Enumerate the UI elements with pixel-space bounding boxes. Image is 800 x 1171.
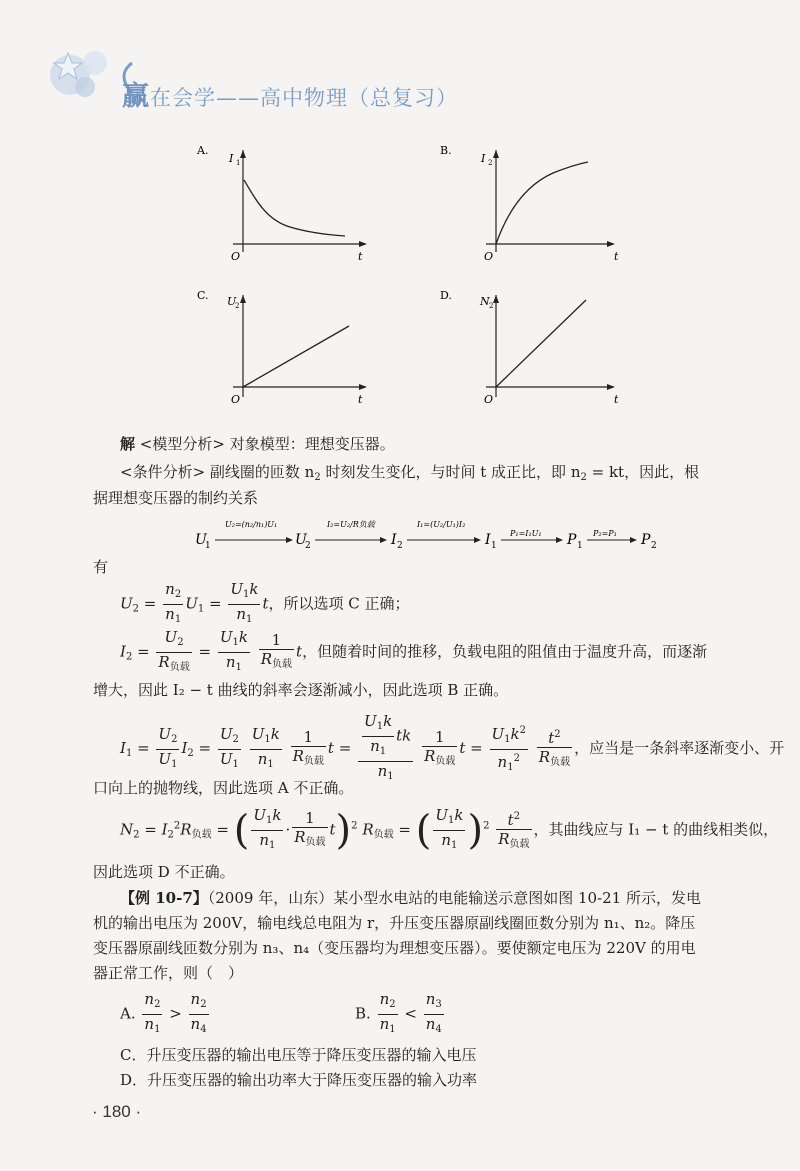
equation-n2: $N_2 = I_2^2R_{负载}$ = ( $\frac{U_1k}{n_1}$ · $\frac{1}{R_{负载}}$ t)$^2$ $R_{负载}$ = ( $\frac{U_1k}{n_1}$ )$^2$ $\frac{t^2}{R_{负载}}$ ，其曲线应与 I₁ − t 的曲线相类似， bbox=[120, 806, 779, 854]
cond-sub-b: 2 bbox=[580, 472, 587, 483]
graph-c-ysub: 2 bbox=[235, 302, 240, 310]
eq2-tail: ，但随着时间的推移，负载电阻的阻值由于温度升高，而逐渐 bbox=[302, 642, 708, 661]
svg-text:1: 1 bbox=[205, 541, 211, 551]
graph-a-ylabel: I bbox=[229, 152, 234, 165]
eq3-tail: ，应当是一条斜率逐渐变小、开 bbox=[574, 739, 785, 757]
graph-a-origin: O bbox=[231, 250, 241, 263]
graph-c-line bbox=[243, 326, 349, 387]
graph-b-curve bbox=[496, 162, 588, 244]
load-sub-8: 负载 bbox=[373, 829, 394, 841]
solution-model-text: <模型分析> 对象模型：理想变压器。 bbox=[139, 435, 395, 453]
example-text-1: （2009 年，山东）某小型水电站的电能输送示意图如图 10-21 所示，发电 bbox=[207, 889, 701, 907]
example-tag: 【例 10-7】 bbox=[120, 889, 208, 907]
chain-u2: U bbox=[295, 532, 307, 548]
graph-c-label: C. bbox=[197, 289, 209, 302]
svg-text:2: 2 bbox=[397, 541, 403, 551]
equation-i1: $I_1$ = $\frac{U_2}{U_1}$ $I_2$ = $\frac{U_2}{U_1}$ $\frac{U_1k}{n_1}$ $\frac{1}{R_{负载}}$ t = $\frac{U_1k}{n_1}$ tk $n_1$ $\frac{1}{R_{负载}}$ t = $\frac{U_1k^2}{n_1^2}$ $\frac{t^2}{R_{负载}}$ ，应当是一条斜率逐渐变小、开 bbox=[120, 712, 785, 782]
svg-text:1: 1 bbox=[491, 541, 497, 551]
graph-b-label: B. bbox=[440, 144, 452, 157]
graph-a-curve bbox=[244, 180, 345, 236]
graph-c-ylabel: U bbox=[227, 295, 237, 308]
graph-d bbox=[438, 285, 618, 415]
solution-line-6: 因此选项 D 不正确。 bbox=[93, 863, 235, 881]
cond-sub-a: 2 bbox=[314, 472, 321, 483]
equation-i2: $I_2$ = $\frac{U_2}{R_{负载}}$ = $\frac{U_1k}{n_1}$ $\frac{1}{R_{负载}}$ t，但随着时间的推移，负载电阻的阻值由于温度升高，而逐渐 bbox=[120, 628, 708, 673]
chain-arrow3-label: I₁=(U₂/U₁)I₂ bbox=[417, 520, 466, 529]
load-sub-2: 负载 bbox=[272, 659, 293, 670]
load-sub-1: 负载 bbox=[169, 662, 190, 673]
graph-d-line bbox=[496, 300, 586, 387]
load-sub-9: 负载 bbox=[509, 838, 530, 850]
graph-a-xlabel: t bbox=[358, 250, 363, 263]
graph-d-ylabel: N bbox=[480, 295, 490, 308]
graph-b-origin: O bbox=[484, 250, 494, 263]
svg-text:2: 2 bbox=[305, 541, 311, 551]
graph-c-xlabel: t bbox=[358, 393, 363, 406]
graph-b-xlabel: t bbox=[614, 250, 618, 263]
example-line-3: 变压器原副线匝数分别为 n₃、n₄（变压器均为理想变压器）。要使额定电压为 220V 的用电 bbox=[93, 939, 696, 957]
solution-line-1 bbox=[120, 432, 760, 456]
svg-text:2: 2 bbox=[651, 541, 657, 551]
solution-line-5: 口向上的抛物线，因此选项 A 不正确。 bbox=[93, 779, 354, 797]
solution-line-3: 据理想变压器的制约关系 bbox=[93, 489, 259, 507]
header-title-text: 在会学——高中物理（总复习） bbox=[150, 86, 458, 110]
chain-i1: I bbox=[485, 532, 491, 548]
example-line-4: 器正常工作，则（ ） bbox=[93, 964, 244, 982]
header-title bbox=[122, 74, 458, 113]
graph-b-ylabel: I bbox=[481, 152, 486, 165]
chain-p1: P bbox=[567, 532, 577, 548]
page-number: · 180 · bbox=[92, 1102, 142, 1121]
graph-b-ysub: 2 bbox=[488, 159, 493, 167]
option-b: B. $\frac{n_2}{n_1}$ < $\frac{n_3}{n_4}$ bbox=[355, 990, 442, 1035]
option-d: D．升压变压器的输出功率大于降压变压器的输入功率 bbox=[120, 1071, 478, 1089]
graph-a bbox=[195, 140, 375, 270]
chain-arrow2-label: I₂=U₂/R负载 bbox=[327, 520, 375, 529]
load-sub-7: 负载 bbox=[305, 837, 326, 848]
cond-text-a: <条件分析> 副线圈的匝数 n bbox=[120, 463, 315, 481]
chain-arrow4-label: P₁=I₁U₁ bbox=[510, 529, 542, 538]
solution-line-4: 增大，因此 I₂ − t 曲线的斜率会逐渐减小，因此选项 B 正确。 bbox=[93, 681, 509, 699]
graph-b bbox=[438, 140, 618, 270]
option-a-label: A. bbox=[120, 1004, 136, 1023]
load-sub-3: 负载 bbox=[303, 755, 324, 767]
load-sub-4: 负载 bbox=[435, 755, 456, 767]
equation-u2: $U_2$ = $\frac{n_2}{n_1}$ $U_1$ = $\frac{U_1k}{n_1}$ t，所以选项 C 正确； bbox=[120, 580, 410, 625]
load-sub-6: 负载 bbox=[191, 829, 212, 841]
option-b-label: B. bbox=[355, 1004, 371, 1023]
svg-text:1: 1 bbox=[577, 541, 583, 551]
graph-d-label: D. bbox=[440, 289, 452, 302]
solution-label: 解 bbox=[120, 435, 136, 453]
option-a: A. $\frac{n_2}{n_1}$ > $\frac{n_2}{n_4}$ bbox=[120, 990, 207, 1035]
cond-text-c: = kt，因此，根 bbox=[586, 463, 700, 481]
chain-arrow5-label: P₂=P₁ bbox=[593, 529, 617, 538]
chain-p2: P bbox=[641, 532, 651, 548]
graph-c bbox=[195, 285, 375, 415]
cond-text-b: 时刻发生变化，与时间 t 成正比，即 n bbox=[320, 463, 581, 481]
graph-a-ysub: 1 bbox=[236, 159, 241, 167]
chain-u1: U bbox=[195, 532, 207, 548]
example-line-1 bbox=[120, 886, 760, 910]
eq4-tail: ，其曲线应与 I₁ − t 的曲线相类似， bbox=[533, 820, 779, 839]
graph-d-ysub: 2 bbox=[489, 302, 494, 310]
graph-c-origin: O bbox=[231, 393, 241, 406]
graph-d-origin: O bbox=[484, 393, 494, 406]
you-text: 有 bbox=[93, 558, 109, 576]
header-logo-char: 赢 bbox=[122, 81, 150, 112]
eq1-tail: ，所以选项 C 正确； bbox=[268, 594, 410, 613]
chain-arrow1-label: U₂=(n₂/n₁)U₁ bbox=[225, 520, 278, 529]
load-sub-5: 负载 bbox=[550, 757, 571, 768]
graph-d-xlabel: t bbox=[614, 393, 618, 406]
option-c: C．升压变压器的输出电压等于降压变压器的输入电压 bbox=[120, 1046, 477, 1064]
example-line-2: 机的输出电压为 200V，输电线总电阻为 r，升压变压器原副线圈匝数分别为 n₁、n₂。降压 bbox=[93, 914, 696, 932]
graph-a-label: A. bbox=[197, 144, 209, 157]
chain-i2: I bbox=[391, 532, 397, 548]
constraint-chain bbox=[195, 512, 665, 554]
